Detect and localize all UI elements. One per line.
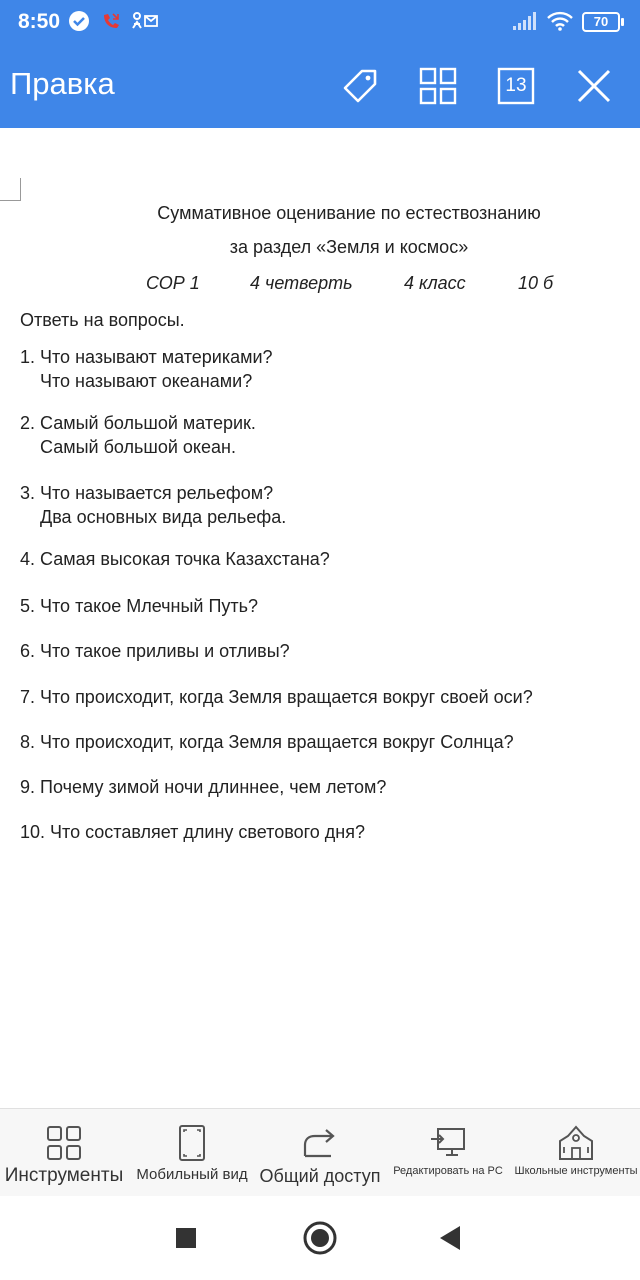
mobile-view-label: Мобильный вид: [136, 1166, 248, 1183]
pages-grid-button[interactable]: [416, 64, 460, 108]
tools-icon: [44, 1123, 84, 1163]
signal-icon: [512, 10, 538, 37]
question-item: 3. Что называется рельефом? Два основных вида рельефа.: [20, 483, 287, 527]
recents-button[interactable]: [174, 1226, 198, 1255]
system-nav-bar: [0, 1196, 640, 1280]
share-button[interactable]: [256, 1109, 384, 1197]
page-title: Правка: [10, 66, 115, 101]
close-icon: [572, 64, 616, 108]
edit-on-pc-label: Редактировать на PC: [393, 1165, 503, 1177]
question-item: 6. Что такое приливы и отливы?: [20, 641, 290, 661]
tag-icon: [338, 64, 382, 108]
question-item: 8. Что происходит, когда Земля вращается вокруг Солнца?: [20, 732, 514, 752]
mobile-view-button[interactable]: [128, 1109, 256, 1197]
grid-icon: [416, 64, 460, 108]
share-label: Общий доступ: [259, 1166, 381, 1186]
school-tools-button[interactable]: [512, 1109, 640, 1197]
notification-icon: [130, 10, 158, 37]
question-item: 9. Почему зимой ночи длиннее, чем летом?: [20, 777, 387, 797]
status-time: 8:50: [18, 10, 61, 33]
back-triangle-icon: [438, 1224, 462, 1252]
question-item: 2. Самый большой материк. Самый большой океан.: [20, 413, 256, 457]
meta-grade: 4 класс: [404, 273, 466, 293]
doc-title-line1: Суммативное оценивание по естествознанию: [157, 203, 541, 223]
doc-intro: Ответь на вопросы.: [20, 310, 185, 330]
circle-icon: [302, 1220, 338, 1256]
question-item: 1. Что называют материками? Что называют океанами?: [20, 347, 273, 391]
status-bar: [0, 0, 640, 44]
page-corner-marker: [0, 178, 21, 201]
monitor-icon: [428, 1123, 468, 1163]
square-icon: [174, 1226, 198, 1250]
question-item: 4. Самая высокая точка Казахстана?: [20, 549, 330, 569]
page-count: 13: [505, 75, 527, 96]
tools-label: Инструменты: [4, 1165, 124, 1186]
home-button[interactable]: [302, 1220, 338, 1261]
verified-icon: [68, 10, 90, 37]
question-item: 7. Что происходит, когда Земля вращается вокруг своей оси?: [20, 687, 533, 707]
wifi-icon: [546, 10, 574, 37]
bottom-toolbar: [0, 1108, 640, 1197]
meta-score: 10 б: [518, 273, 554, 293]
doc-title-line2: за раздел «Земля и космос»: [229, 237, 469, 257]
meta-quarter: 4 четверть: [250, 273, 353, 293]
school-tools-label: Школьные инструменты: [514, 1165, 638, 1177]
tools-button[interactable]: [0, 1109, 128, 1197]
back-button[interactable]: [438, 1224, 462, 1257]
question-item: 10. Что составляет длину светового дня?: [20, 822, 365, 842]
question-item: 5. Что такое Млечный Путь?: [20, 596, 259, 616]
tag-button[interactable]: [338, 64, 382, 108]
page-count-button[interactable]: [494, 64, 538, 108]
meta-sor: СОР 1: [146, 273, 200, 293]
mobile-view-icon: [172, 1123, 212, 1163]
edit-on-pc-button[interactable]: [384, 1109, 512, 1197]
school-icon: [556, 1123, 596, 1163]
app-bar: [0, 0, 640, 128]
share-icon: [300, 1123, 340, 1163]
battery-indicator: 70: [582, 12, 620, 32]
close-button[interactable]: [572, 64, 616, 108]
missed-call-icon: [100, 10, 122, 37]
